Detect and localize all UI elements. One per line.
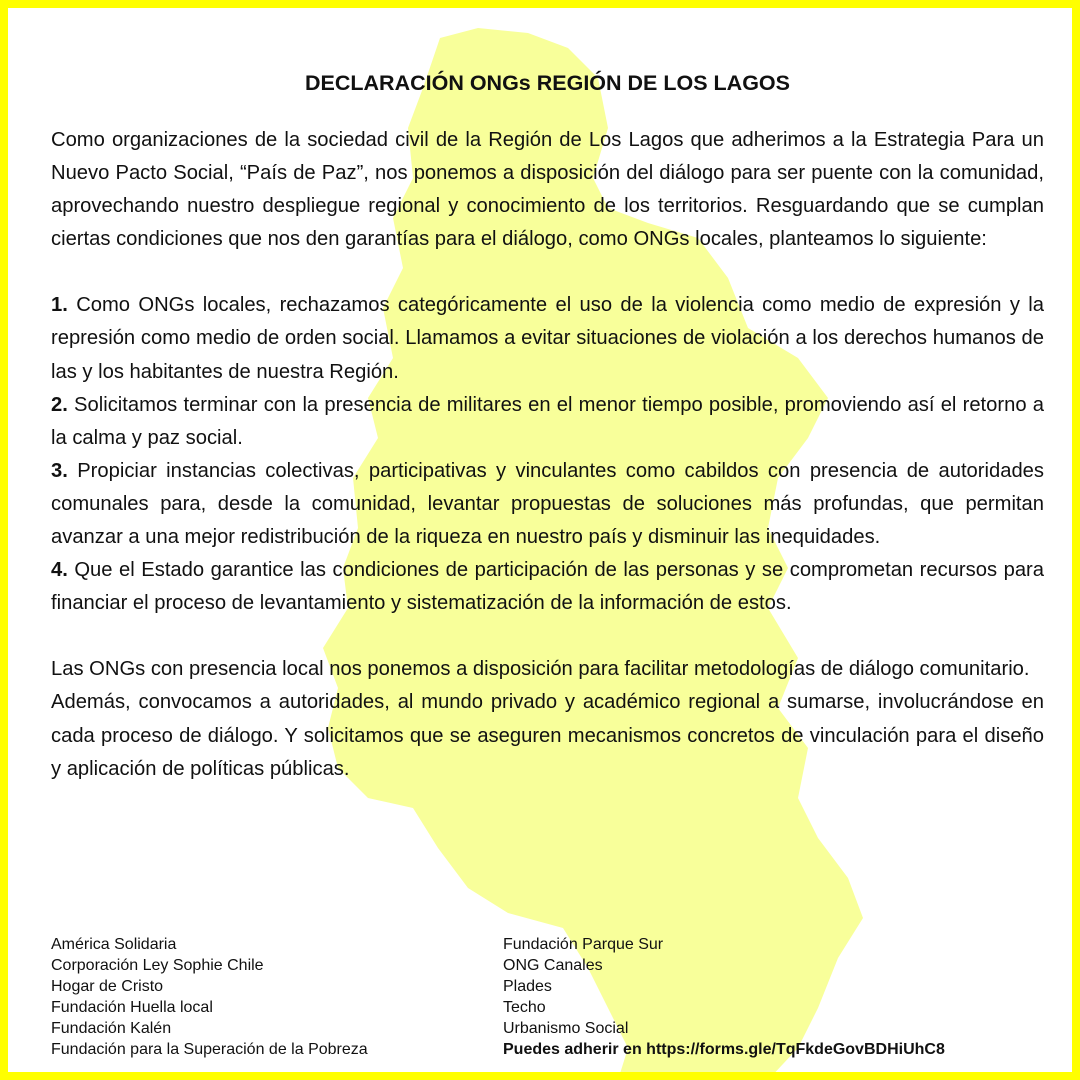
signer-name: Corporación Ley Sophie Chile xyxy=(51,957,264,974)
signer-name: Techo xyxy=(503,999,546,1016)
point-number: 2. xyxy=(51,393,68,416)
intro-paragraph: Como organizaciones de la sociedad civil de la Región de Los Lagos que adherimos a la Estrategia Para un Nuevo Pacto Social, “País de Paz”, nos ponemos a disposición del diálogo para ser puente con la comunidad, aprovechando nuestro despliegue regional y conocimiento de los territorios. Resguardando que se cumplan ciertas condiciones que nos den garantías para el diálogo, como ONGs locales, planteamos lo siguiente: xyxy=(51,129,1044,251)
point-number: 1. xyxy=(51,294,68,317)
closing-paragraph-1: Las ONGs con presencia local nos ponemos a disposición para facilitar metodologías de diálogo comunitario. xyxy=(51,658,1030,681)
signer-name: Fundación Parque Sur xyxy=(503,936,664,953)
paragraph-gap xyxy=(51,256,1044,289)
paragraph-gap xyxy=(51,620,1044,653)
page-title: DECLARACIÓN ONGs REGIÓN DE LOS LAGOS xyxy=(305,71,790,95)
point-text: Como ONGs locales, rechazamos categóricamente el uso de la violencia como medio de expresión y la represión como medio de orden social. Llamamos a evitar situaciones de violación a los derechos humanos de las y los habitantes de nuestra Región. xyxy=(51,294,1044,383)
signer-name: ONG Canales xyxy=(503,957,603,974)
point-2 xyxy=(51,389,1044,455)
point-number: 4. xyxy=(51,559,68,582)
signer-name: América Solidaria xyxy=(51,936,177,953)
point-1 xyxy=(51,289,1044,388)
declaration-body xyxy=(51,68,1044,786)
point-text: Solicitamos terminar con la presencia de militares en el menor tiempo posible, promoviendo así el retorno a la calma y paz social. xyxy=(51,393,1044,449)
point-4 xyxy=(51,554,1044,620)
point-number: 3. xyxy=(51,459,68,482)
adhere-link[interactable]: Puedes adherir en https://forms.gle/TqFkdeGovBDHiUhC8 xyxy=(503,1041,945,1058)
signer-name: Urbanismo Social xyxy=(503,1020,629,1037)
closing-paragraph-2: Además, convocamos a autoridades, al mundo privado y académico regional a sumarse, involucrándose en cada proceso de diálogo. Y solicitamos que se aseguren mecanismos concretos de vinculación para el diseño y aplicación de políticas públicas. xyxy=(51,691,1044,780)
point-3 xyxy=(51,455,1044,554)
signer-name: Fundación Huella local xyxy=(51,999,213,1016)
signer-name: Plades xyxy=(503,978,552,995)
point-text: Que el Estado garantice las condiciones de participación de las personas y se comprometan recursos para financiar el proceso de levantamiento y sistematización de la información de estos. xyxy=(51,559,1044,615)
signers-list xyxy=(51,934,1044,1060)
signers-column-left xyxy=(51,934,503,1060)
signer-name: Fundación para la Superación de la Pobreza xyxy=(51,1041,368,1058)
signer-name: Fundación Kalén xyxy=(51,1020,172,1037)
point-text: Propiciar instancias colectivas, participativas y vinculantes como cabildos con presencia de autoridades comunales para, desde la comunidad, levantar propuestas de soluciones más profundas, que permitan avanzar a una mejor redistribución de la riqueza en nuestro país y disminuir las inequidades. xyxy=(51,459,1044,549)
signer-name: Hogar de Cristo xyxy=(51,978,164,995)
signers-column-right xyxy=(503,934,1044,1060)
